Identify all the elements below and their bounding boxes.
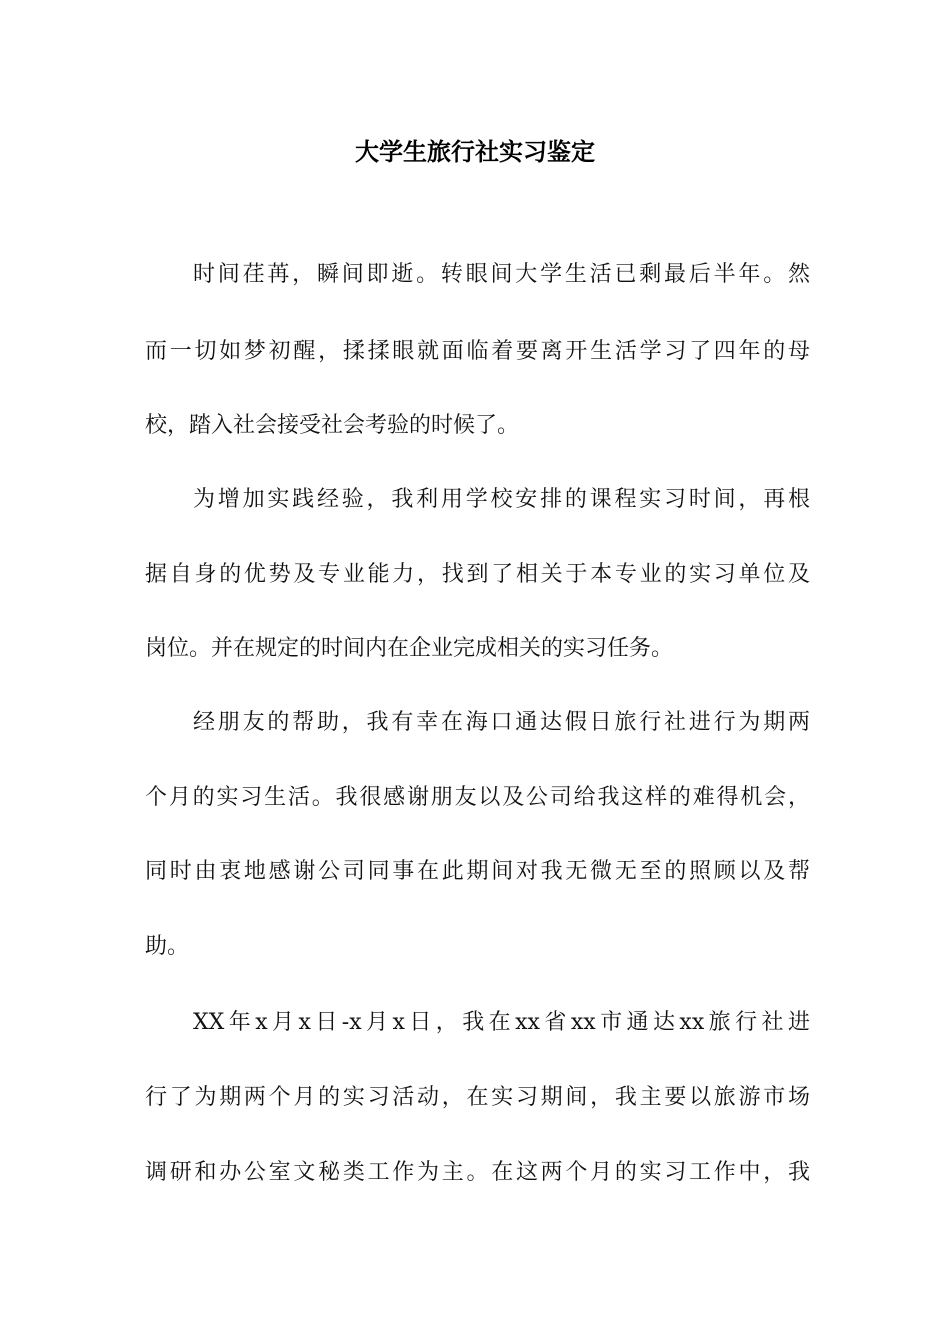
paragraph-2-line-2: 据自身的优势及专业能力，找到了相关于本专业的实习单位及 bbox=[145, 562, 810, 587]
paragraph-1-line-3: 校，踏入社会接受社会考验的时候了。 bbox=[145, 413, 520, 438]
paragraph-1-line-2: 而一切如梦初醒，揉揉眼就面临着要离开生活学习了四年的母 bbox=[145, 339, 810, 364]
paragraph-3-line-3: 同时由衷地感谢公司同事在此期间对我无微无至的照顾以及帮 bbox=[145, 859, 810, 884]
document-title: 大学生旅行社实习鉴定 bbox=[355, 138, 595, 166]
paragraph-4-line-1: XX年x月x日-x月x日，我在xx省xx市通达xx旅行社进 bbox=[193, 1010, 810, 1035]
paragraph-3-line-1: 经朋友的帮助，我有幸在海口通达假日旅行社进行为期两 bbox=[193, 710, 810, 735]
paragraph-3-line-4: 助。 bbox=[145, 934, 190, 959]
paragraph-4-line-3: 调研和办公室文秘类工作为主。在这两个月的实习工作中，我 bbox=[145, 1160, 810, 1185]
paragraph-1-line-1: 时间荏苒，瞬间即逝。转眼间大学生活已剩最后半年。然 bbox=[193, 262, 810, 287]
paragraph-2-line-3: 岗位。并在规定的时间内在企业完成相关的实习任务。 bbox=[145, 636, 674, 661]
paragraph-3-line-2: 个月的实习生活。我很感谢朋友以及公司给我这样的难得机会， bbox=[145, 785, 810, 810]
paragraph-2-line-1: 为增加实践经验，我利用学校安排的课程实习时间，再根 bbox=[193, 487, 810, 512]
paragraph-4-line-2: 行了为期两个月的实习活动，在实习期间，我主要以旅游市场 bbox=[145, 1085, 810, 1110]
